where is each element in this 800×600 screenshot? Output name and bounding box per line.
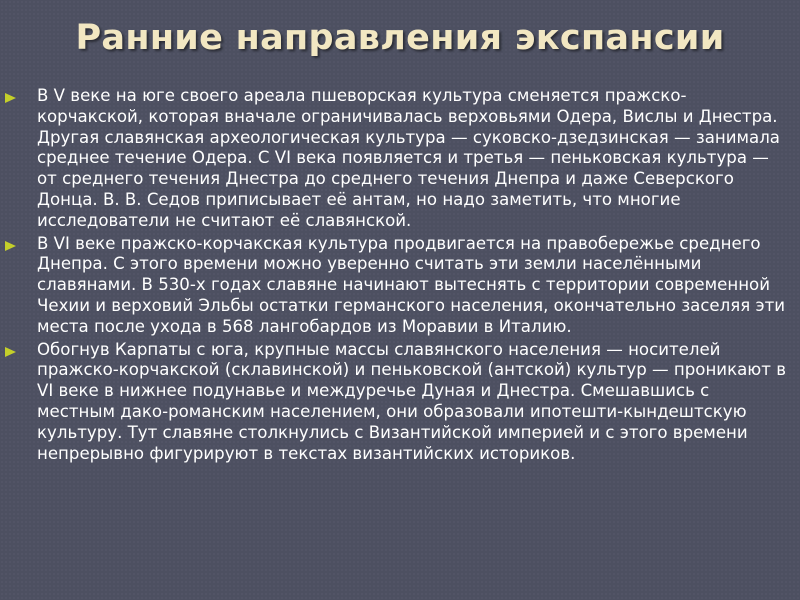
bullet-item xyxy=(0,86,800,232)
triangle-arrow-icon xyxy=(5,347,16,357)
bullet-text: В VI веке пражско-корчакская культура продвигается на правобережье среднего Днепра. С этого времени можно уверенно считать эти земли населёнными славянами. В 530-х годах славяне начинают вытеснять с территории современной Чехии и верховий Эльбы остатки германского населения, окончательно заселяя эти места после ухода в 568 лангобардов из Моравии в Италию. xyxy=(37,233,786,336)
slide-title: Ранние направления экспансии xyxy=(75,18,725,58)
bullet-item xyxy=(0,340,800,465)
triangle-arrow-icon xyxy=(5,241,16,251)
bullet-item xyxy=(0,234,800,338)
triangle-arrow-icon xyxy=(5,93,16,103)
bullet-text: В V веке на юге своего ареала пшеворская культура сменяется пражско-корчакской, которая вначале ограничивалась верховьями Одера, Вислы и Днестра. Другая славянская археологическая культура — суковско-дзедзинская — занимала среднее течение Одера. С VI века появляется и третья — пеньковская культура — от среднего течения Днестра до среднего течения Днепра и даже Северского Донца. В. В. Седов приписывает её антам, но надо заметить, что многие исследователи не считают её славянской. xyxy=(37,86,780,230)
bullet-text: Обогнув Карпаты с юга, крупные массы славянского населения — носителей пражско-корчакской (склавинской) и пеньковской (антской) культур — проникают в VI веке в нижнее подунавье и междуречье Дуная и Днестра. Смешавшись с местным дако-романским населением, они образовали ипотешти-кындештскую культуру. Тут славяне столкнулись с Византийской империей и с этого времени непрерывно фигурируют в текстах византийских историков. xyxy=(37,339,786,463)
bullet-list xyxy=(0,86,800,466)
